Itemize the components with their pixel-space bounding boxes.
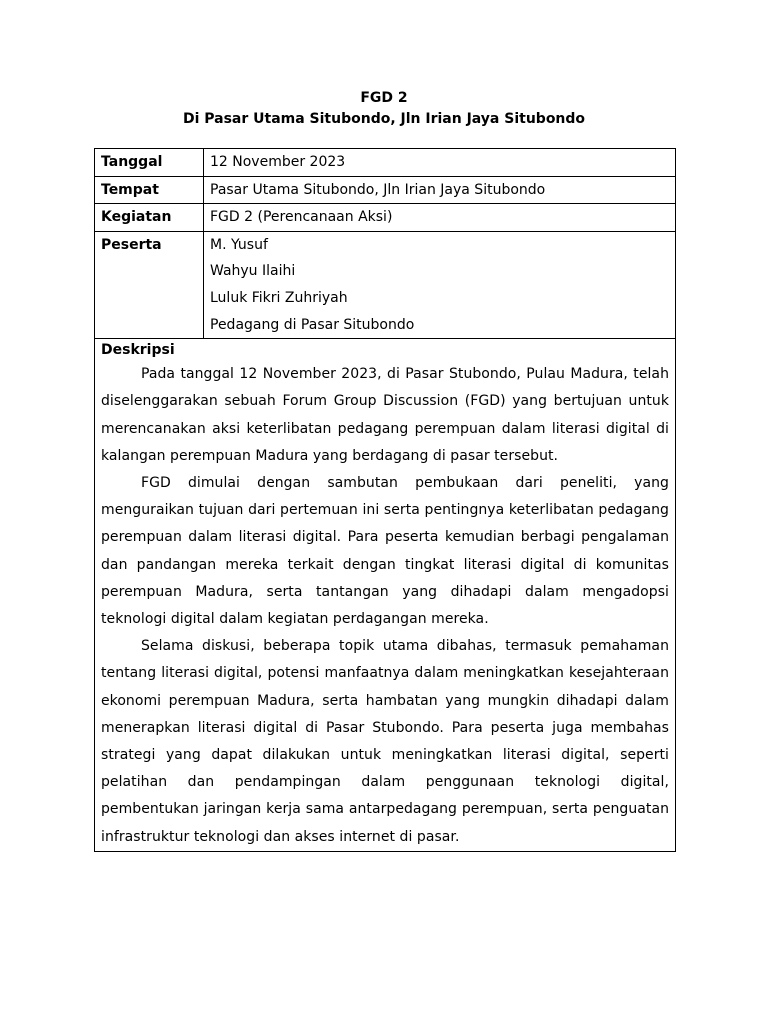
participant-name: Wahyu Ilaihi xyxy=(210,263,296,280)
row-label: Tempat xyxy=(95,176,204,204)
table-row-kegiatan xyxy=(95,204,676,232)
table-row-peserta xyxy=(95,231,676,338)
row-value xyxy=(204,231,676,338)
value-line: Pasar Utama Situbondo, Jln Irian Jaya Situbondo xyxy=(210,181,546,198)
participant-name: Luluk Fikri Zuhriyah xyxy=(210,289,348,306)
table-row-tanggal xyxy=(95,149,676,177)
participant-name: Pedagang di Pasar Situbondo xyxy=(210,316,415,333)
document-subtitle: Di Pasar Utama Situbondo, Jln Irian Jaya Situbondo xyxy=(182,111,586,127)
info-table xyxy=(94,148,676,852)
row-value xyxy=(204,204,676,232)
description-paragraph: Selama diskusi, beberapa topik utama dibahas, termasuk pemahaman tentang literasi digital, potensi manfaatnya dalam meningkatkan kesejahteraan ekonomi perempuan Madura, serta hambatan yang mungkin dihadapi dalam menerapkan literasi digital di Pasar Stubondo. Para peserta juga membahas strategi yang dapat dilakukan untuk meningkatkan literasi digital, seperti pelatihan dan pendampingan dalam penggunaan teknologi digital, pembentukan jaringan kerja sama antarpedagang perempuan, serta penguatan infrastruktur teknologi dan akses internet di pasar. xyxy=(101,638,669,845)
row-value xyxy=(204,149,676,177)
row-label: Peserta xyxy=(95,231,204,338)
row-value xyxy=(204,176,676,204)
value-line: 12 November 2023 xyxy=(210,154,346,170)
description-paragraph: Pada tanggal 12 November 2023, di Pasar Stubondo, Pulau Madura, telah diselenggarakan sebuah Forum Group Discussion (FGD) yang bertujuan untuk merencanakan aksi keterlibatan pedagang perempuan dalam literasi digital di kalangan perempuan Madura yang berdagang di pasar tersebut. xyxy=(101,366,669,464)
row-label: Tanggal xyxy=(95,149,204,177)
table-row-tempat xyxy=(95,176,676,204)
description-label: Deskripsi xyxy=(101,342,175,359)
table-row-deskripsi xyxy=(95,339,676,852)
row-label: Kegiatan xyxy=(95,204,204,232)
value-line: FGD 2 (Perencanaan Aksi) xyxy=(210,209,393,226)
description-cell xyxy=(95,339,676,852)
participant-name: M. Yusuf xyxy=(210,236,268,253)
document-title: FGD 2 xyxy=(360,90,408,106)
description-paragraph: FGD dimulai dengan sambutan pembukaan dari peneliti, yang menguraikan tujuan dari pertemuan ini serta pentingnya keterlibatan pedagang perempuan dalam literasi digital. Para peserta kemudian berbagi pengalaman dan pandangan mereka terkait dengan tingkat literasi digital di komunitas perempuan Madura, serta tantangan yang dihadapi dalam mengadopsi teknologi digital dalam kegiatan perdagangan mereka. xyxy=(101,474,669,627)
